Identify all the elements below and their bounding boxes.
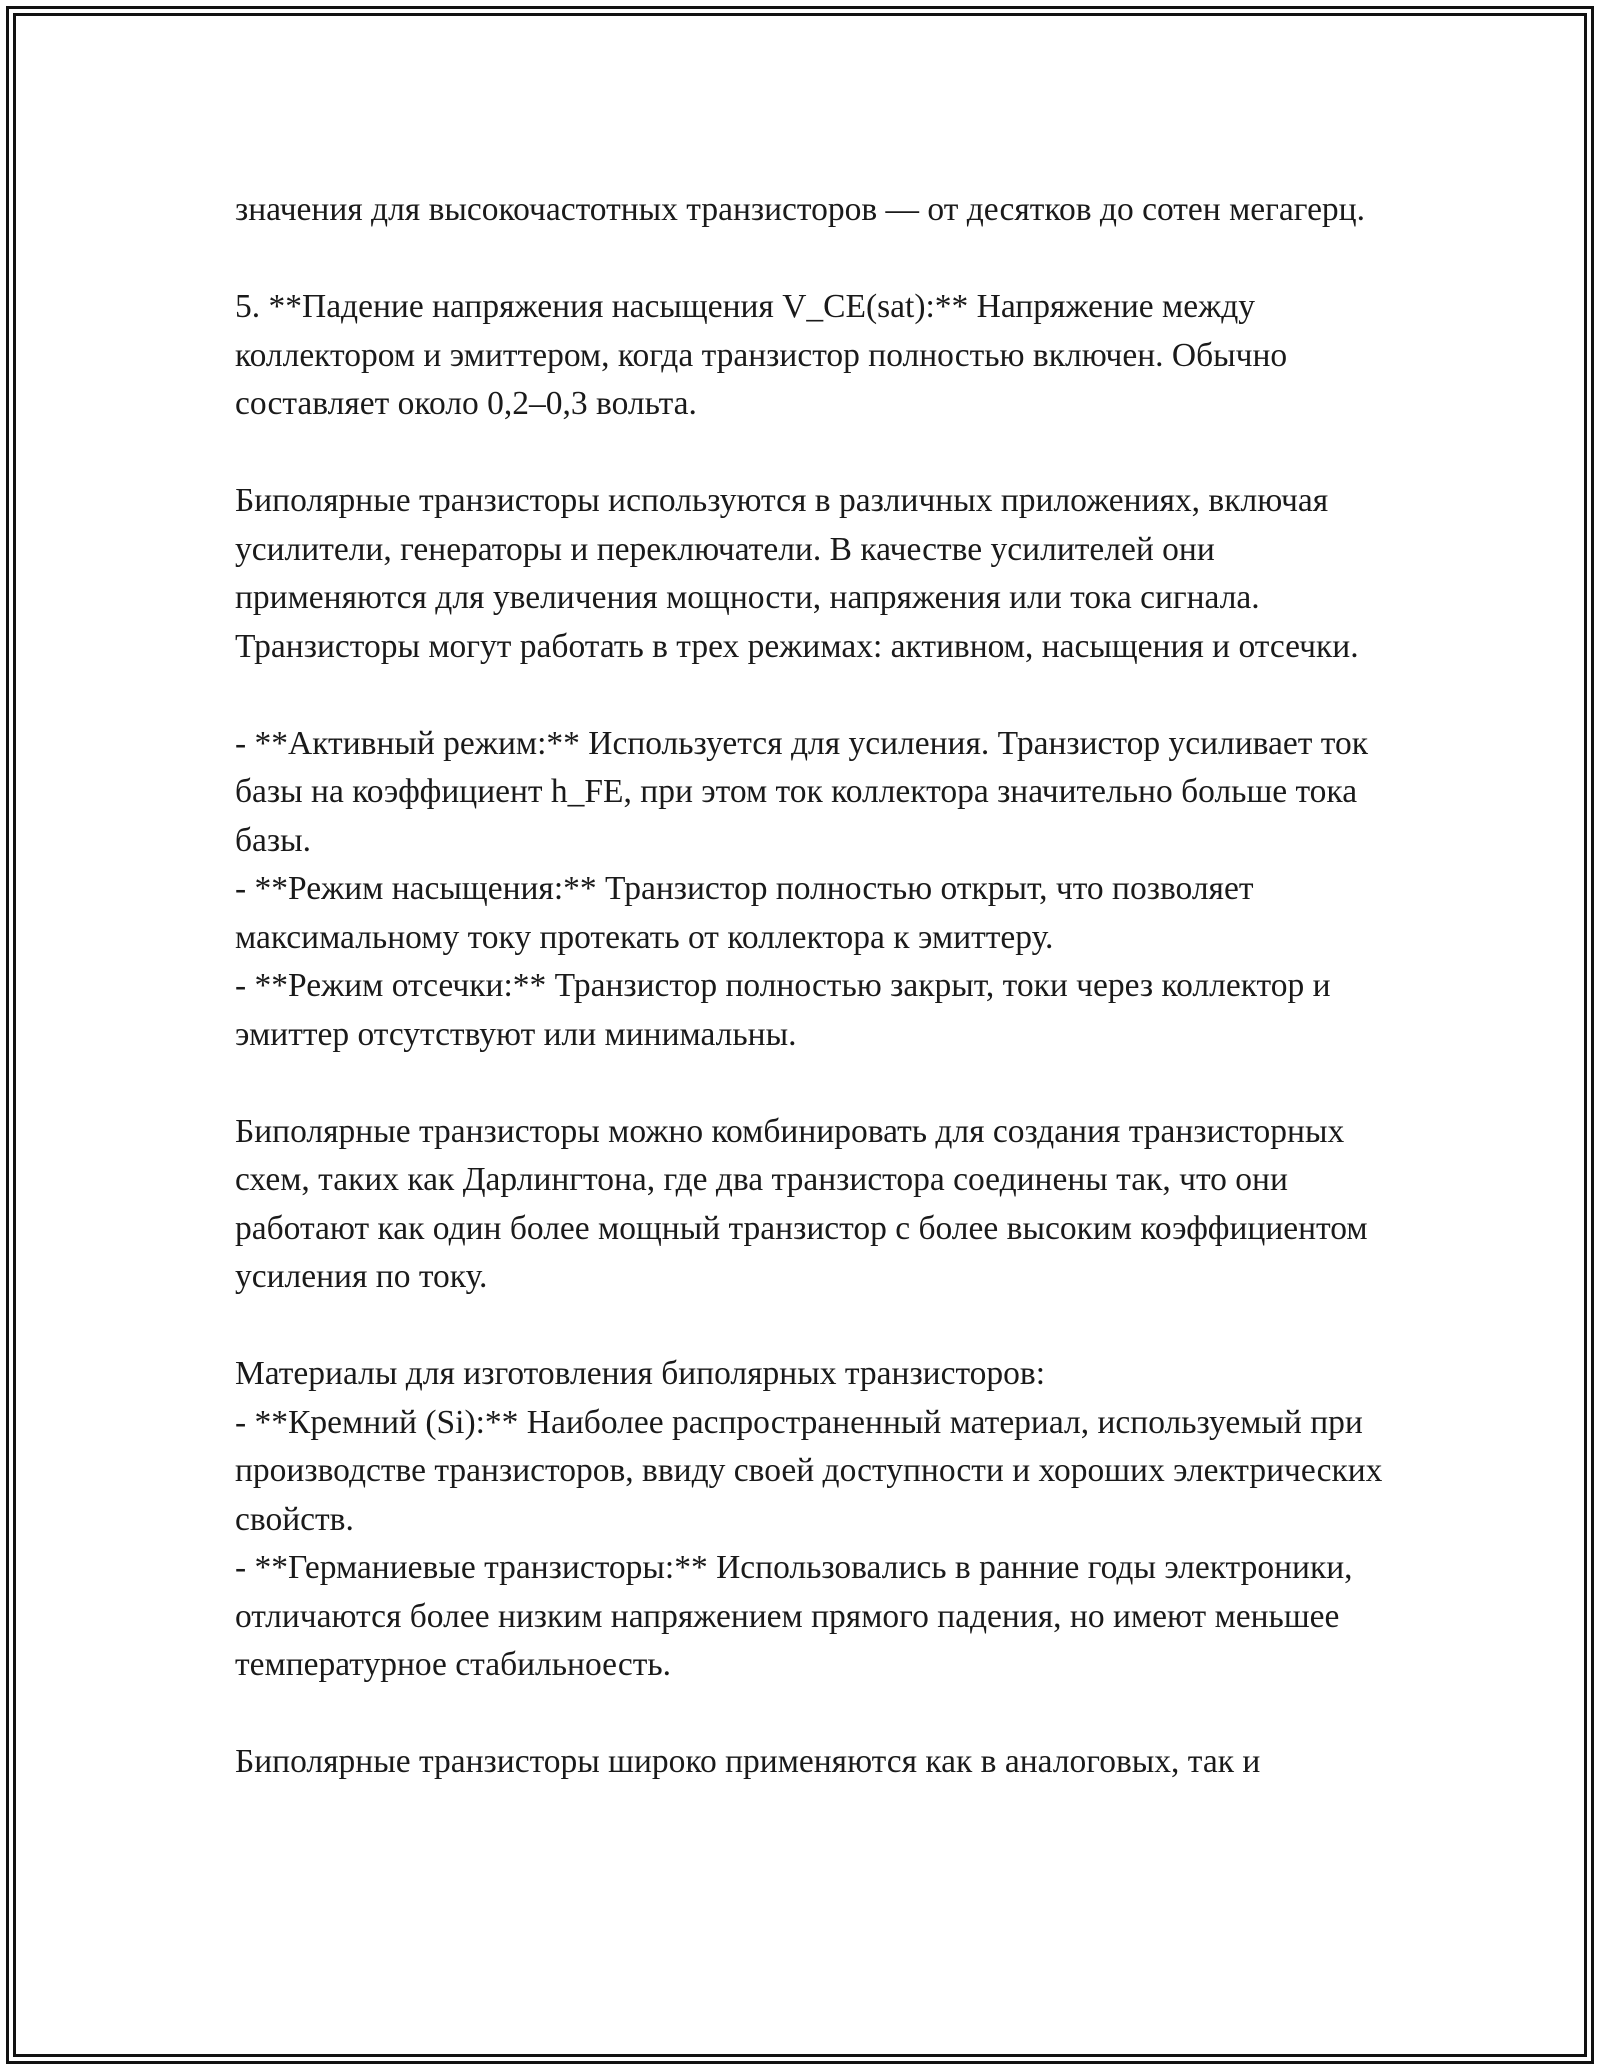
list-item-saturation-mode: - **Режим насыщения:** Транзистор полностью открыт, что позволяет максимальному току протекать от коллектора к эмиттеру. [235, 870, 1254, 956]
modes-list [235, 720, 1385, 1060]
paragraph-wide-application: Биполярные транзисторы широко применяются как в аналоговых, так и [235, 1743, 1261, 1780]
paragraph-darlington: Биполярные транзисторы можно комбинировать для создания транзисторных схем, таких как Дарлингтона, где два транзистора соединены так, что они работают как один более мощный транзистор с более высоким коэффициентом усиления по току. [235, 1112, 1368, 1295]
list-item-germanium: - **Германиевые транзисторы:** Использовались в ранние годы электроники, отличаются более низким напряжением прямого падения, но имеют меньшее температурное стабильноесть. [235, 1549, 1353, 1683]
paragraph-gap [235, 1690, 1385, 1739]
list-item-silicon: - **Кремний (Si):** Наиболее распространенный материал, используемый при производстве транзисторов, ввиду своей доступности и хороших электрических свойств. [235, 1403, 1383, 1538]
paragraph-gap [235, 235, 1385, 284]
paragraph-gap [235, 1302, 1385, 1351]
paragraph-applications: Биполярные транзисторы используются в различных приложениях, включая усилители, генераторы и переключатели. В качестве усилителей они применяются для увеличения мощности, напряжения или тока сигнала. Транзисторы могут работать в трех режимах: активном, насыщения и отсечки. [235, 482, 1359, 665]
materials-list [235, 1350, 1385, 1690]
paragraph-gap [235, 429, 1385, 478]
paragraph-frequency-continuation: значения для высокочастотных транзисторов — от десятков до сотен мегагерц. [235, 191, 1365, 228]
list-item-cutoff-mode: - **Режим отсечки:** Транзистор полностью закрыт, токи через коллектор и эмиттер отсутствуют или минимальны. [235, 967, 1331, 1053]
paragraph-saturation-voltage: 5. **Падение напряжения насыщения V_CE(sat):** Напряжение между коллектором и эмиттером, когда транзистор полностью включен. Обычно составляет около 0,2–0,3 вольта. [235, 288, 1288, 422]
list-item-active-mode: - **Активный режим:** Используется для усиления. Транзистор усиливает ток базы на коэффициент h_FE, при этом ток коллектора значительно больше тока базы. [235, 724, 1369, 859]
materials-heading: Материалы для изготовления биполярных транзисторов: [235, 1355, 1046, 1392]
paragraph-gap [235, 1059, 1385, 1108]
paragraph-gap [235, 671, 1385, 720]
document-body [235, 186, 1385, 1787]
